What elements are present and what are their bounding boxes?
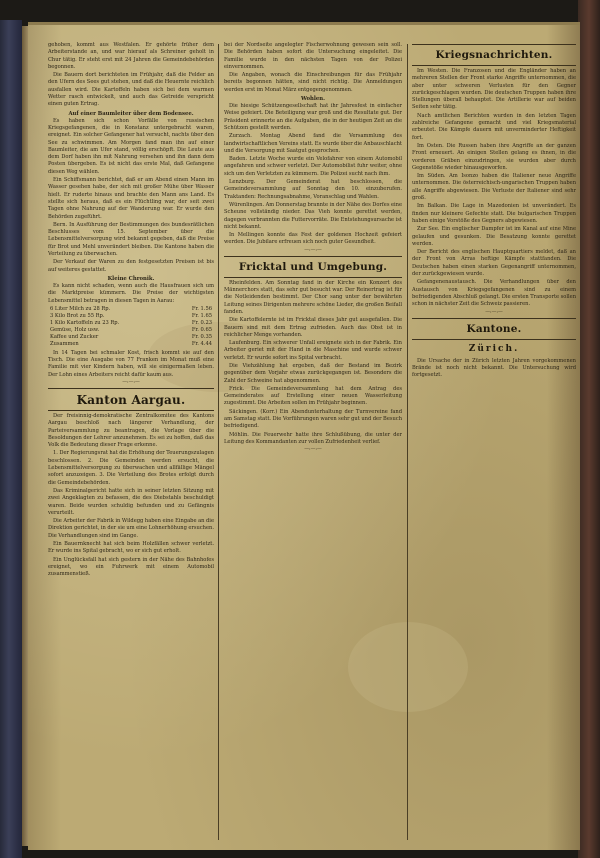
section-separator: —:—:— bbox=[304, 447, 322, 453]
book-binding bbox=[0, 20, 22, 858]
column-rule bbox=[218, 44, 219, 840]
article-paragraph: Gefangenenaustausch. Die Verhandlungen über den Austausch von Kriegsgefangenen sind zu einem befriedigenden Abschluß gelangt. Die ersten Transporte sollen schon in nächster Zeit die Schweiz passieren. bbox=[412, 279, 576, 308]
article-subheading: Auf einer Baumleiter über dem Bodensee. bbox=[68, 110, 194, 117]
article-paragraph: gehoben, kommt aus Westfalen. Er gehörte früher dem Arbeiterstande an, und war hierauf als Schreiner geholt in Chur tätig. Er steht erst mit 24 Jahren die Gemeindebehörden begonnen. bbox=[48, 42, 214, 70]
price-value: Fr. 1.56 bbox=[191, 305, 212, 312]
price-row bbox=[48, 334, 214, 341]
article-paragraph: Der Bericht des englischen Hauptquartiers meldet, daß an der Front von Arras heftige Kämpfe stattfanden. Die Deutschen haben einen starken Gegenangriff unternommen, der zurückgewiesen wurde. bbox=[412, 249, 576, 278]
column-left bbox=[48, 42, 214, 842]
article-subheading-zuerich: Zürich. bbox=[468, 343, 520, 354]
newspaper-page bbox=[28, 22, 580, 850]
article-paragraph: Der Verkauf der Waren zu den festgesetzten Preisen ist bis auf weiteres gestattet. bbox=[48, 259, 214, 273]
article-paragraph: Es haben sich schon Vorfälle von russischen Kriegsgefangenen, die in Konstanz untergebracht waren, ereignet. Ein solcher Gefangener hat versucht, nachts über den See zu schwimmen. Am Morgen fand man ihn auf einer Baumleiter, die am Ufer stand, völlig erschöpft. Die Leute aus dem Dorf haben ihn mit Nahrung versehen und ihn dann dem Posten übergeben. Es ist nicht das erste Mal, daß Gefangene diesen Weg wählen. bbox=[48, 117, 214, 175]
article-subheading: Wohlen. bbox=[301, 96, 325, 103]
price-table bbox=[48, 306, 214, 348]
article-paragraph: Frick. Die Gemeindeversammlung hat dem Antrag des Gemeinderates auf Erstellung einer neuen Wasserleitung zugestimmt. Die Arbeiten sollen im Frühjahr beginnen. bbox=[224, 385, 402, 407]
section-rule bbox=[412, 318, 576, 319]
article-paragraph: Die Angaben, wonach die Einschreibungen für das Frühjahr bereits begonnen hätten, sind nicht richtig. Die Anmeldungen werden erst im Monat März entgegengenommen. bbox=[224, 72, 402, 93]
page-top-edge bbox=[28, 22, 580, 25]
article-paragraph: Ein Schiffsmann berichtet, daß er am Abend einen Mann im Wasser gesehen habe, der sich mit großer Mühe über Wasser hielt. Er ruderte hinaus und brachte den Mann ans Land. Es stellte sich heraus, daß es ein Flüchtling war, der seit zwei Tagen ohne Nahrung auf der Wanderung war. Er wurde den Behörden zugeführt. bbox=[48, 177, 214, 220]
article-paragraph: Rheinfelden. Am Sonntag fand in der Kirche ein Konzert des Männerchors statt, das sehr gut besucht war. Der Reinertrag ist für die Notleidenden bestimmt. Der Chor sang unter der bewährten Leitung seines Dirigenten mehrere schöne Lieder, die großen Beifall fanden. bbox=[224, 279, 402, 315]
section-heading-kriegsnachrichten: Kriegsnachrichten. bbox=[435, 49, 553, 61]
section-rule bbox=[48, 388, 214, 389]
price-row bbox=[48, 306, 214, 313]
price-item: Gemüse, Holz usw. bbox=[50, 326, 100, 333]
article-paragraph: Laufenburg. Ein schwerer Unfall ereignete sich in der Fabrik. Ein Arbeiter geriet mit der Hand in die Maschine und wurde schwer verletzt. Er wurde sofort ins Spital verbracht. bbox=[224, 340, 402, 361]
article-paragraph: Nach amtlichen Berichten wurden in den letzten Tagen zahlreiche Gefangene gemacht und viel Kriegsmaterial erbeutet. Die Kämpfe dauern mit unverminderter Heftigkeit fort. bbox=[412, 112, 576, 141]
section-rule bbox=[412, 339, 576, 340]
article-paragraph: Die hiesige Schützengesellschaft hat ihr Jahresfest in einfacher Weise gefeiert. Die Beteiligung war groß und die Resultate gut. Der Präsident erinnerte an die Aufgaben, die in der heutigen Zeit an die Schützen gestellt werden. bbox=[224, 103, 402, 131]
article-paragraph: Im Süden. Am Isonzo haben die Italiener neue Angriffe unternommen. Die österreichisch-ungarischen Truppen haben alle Angriffe abgewiesen. Die Verluste der Italiener sind sehr groß. bbox=[412, 173, 576, 202]
section-rule bbox=[224, 277, 402, 278]
article-paragraph: Säckingen. (Korr.) Ein Abendunterhaltung der Turnvereine fand am Samstag statt. Die Vorführungen waren sehr gut und der Besuch befriedigend. bbox=[224, 408, 402, 430]
price-value: Fr. 1.65 bbox=[191, 312, 212, 319]
article-paragraph: Im Westen. Die Franzosen und die Engländer haben an mehreren Stellen der Front starke Angriffe unternommen, die aber unter schweren Verlusten für den Gegner zurückgeschlagen wurden. Die deutschen Truppen haben ihre Stellungen überall behauptet. Die Artillerie war auf beiden Seiten sehr tätig. bbox=[412, 68, 576, 111]
section-rule bbox=[412, 65, 576, 66]
section-rule bbox=[224, 256, 402, 257]
price-row bbox=[48, 327, 214, 334]
price-row bbox=[48, 341, 214, 348]
article-subheading: Kleine Chronik. bbox=[107, 275, 155, 282]
price-item: 3 Kilo Brot zu 55 Rp. bbox=[50, 312, 105, 319]
article-paragraph: Im Balkan. Die Lage in Mazedonien ist unverändert. Es finden nur kleinere Gefechte statt. Die bulgarischen Truppen haben einige Vorstöße des Gegners abgewiesen. bbox=[412, 203, 576, 224]
price-row bbox=[48, 320, 214, 327]
article-paragraph: 1. Der Regierungsrat hat die Erhöhung der Teuerungszulagen beschlossen. 2. Die Gemeinden werden ersucht, die Lebensmittelversorgung zu überwachen und allfällige Mängel sofort anzuzeigen. 3. Die Verteilung des Brotes erfolgt durch die Gemeindebehörden. bbox=[48, 450, 214, 486]
price-value: Fr. 0.65 bbox=[191, 326, 212, 333]
price-value: Fr. 0.35 bbox=[191, 333, 212, 340]
background-edge bbox=[578, 0, 600, 858]
price-item: Kaffee und Zucker bbox=[50, 333, 99, 340]
section-rule bbox=[412, 44, 576, 45]
price-item: 1 Kilo Kartoffeln zu 23 Rp. bbox=[50, 319, 120, 326]
column-rule bbox=[407, 44, 408, 840]
article-paragraph: Das Kriminalgericht hatte sich in seiner letzten Sitzung mit zwei Angeklagten zu befassen, die des Diebstahls beschuldigt waren. Beide wurden schuldig befunden und zu Gefängnis verurteilt. bbox=[48, 487, 214, 516]
article-paragraph: Die Arbeiter der Fabrik in Wildegg haben eine Eingabe an die Direktion gerichtet, in der sie um eine Lohnerhöhung ersuchen. Die Verhandlungen sind im Gange. bbox=[48, 518, 214, 539]
article-paragraph: Möhlin. Die Feuerwehr hatte ihre Schlußübung, die unter der Leitung des Kommandanten zur vollen Zufriedenheit verlief. bbox=[224, 431, 402, 445]
article-paragraph: Die Bauern dort berichteten im Frühjahr, daß die Felder an den Ufern des Sees gut stehen, und daß die Heuernte reichlich ausfallen wird. Die Kartoffeln haben sich bei dem warmen Wetter rasch entwickelt, und auch das Getreide verspricht einen guten Ertrag. bbox=[48, 72, 214, 108]
article-paragraph: In 14 Tagen bei schmaler Kost, frisch kommt sie auf den Tisch. Die eine Ausgabe von 77 Franken im Monat muß eine Familie mit vier Kindern haben, will sie einigermaßen leben. Der Lohn eines Arbeiters reicht dafür kaum aus. bbox=[48, 349, 214, 378]
article-paragraph: Baden. Letzte Woche wurde ein Velofahrer von einem Automobil angefahren und schwer verletzt. Der Automobilist fuhr weiter, ohne sich um den Verletzten zu kümmern. Die Polizei sucht nach ihm. bbox=[224, 156, 402, 177]
article-paragraph: Würenlingen. Am Donnerstag brannte in der Nähe des Dorfes eine Scheune vollständig nieder. Das Vieh konnte gerettet werden, dagegen verbrannten die Futtervorräte. Die Entstehungsursache ist nicht bekannt. bbox=[224, 201, 402, 230]
section-heading-kantone: Kantone. bbox=[466, 322, 522, 335]
section-separator: —:—:— bbox=[485, 309, 503, 315]
article-paragraph: Es kann nicht schaden, wenn auch die Hausfrauen sich um die Marktpreise kümmern. Die Preise der wichtigsten Lebensmittel betragen in diesen Tagen in Aarau: bbox=[48, 282, 214, 304]
article-paragraph: In Mellingen konnte das Fest der goldenen Hochzeit gefeiert werden. Die Jubilare erfreuen sich noch guter Gesundheit. bbox=[224, 232, 402, 246]
article-paragraph: Die Viehzählung hat ergeben, daß der Bestand im Bezirk gegenüber dem Vorjahr etwas zurückgegangen ist. Besonders die Zahl der Schweine hat abgenommen. bbox=[224, 362, 402, 384]
article-paragraph: Bern. In Ausführung der Bestimmungen des bundesrätlichen Beschlusses vom 15. September über die Lebensmittelversorgung wird bekannt gegeben, daß die Preise für Brot und Mehl unverändert bleiben. Die Kantone haben die Verteilung zu überwachen. bbox=[48, 221, 214, 258]
article-paragraph: Ein Unglücksfall hat sich gestern in der Nähe des Bahnhofes ereignet, wo ein Fuhrwerk mit einem Automobil zusammenstieß. bbox=[48, 556, 214, 578]
article-paragraph: Ein Bauernknecht hat sich beim Holzfällen schwer verletzt. Er wurde ins Spital gebracht, wo er sich gut erholt. bbox=[48, 541, 214, 555]
section-separator: —:—:— bbox=[304, 247, 322, 253]
article-paragraph: Im Osten. Die Russen haben ihre Angriffe an der ganzen Front erneuert. An einigen Stellen gelang es ihnen, in die vorderen Gräben einzudringen, sie wurden aber durch Gegenstöße wieder hinausgeworfen. bbox=[412, 142, 576, 171]
section-heading-kanton-aargau: Kanton Aargau. bbox=[76, 392, 186, 407]
column-middle bbox=[224, 42, 402, 842]
article-paragraph: Zurzach. Montag Abend fand die Versammlung des landwirtschaftlichen Vereins statt. Es wurde über die Anbauschlacht und die Versorgung mit Saatgut gesprochen. bbox=[224, 133, 402, 154]
section-separator: —:—:— bbox=[122, 379, 140, 385]
article-paragraph: Die Ursache der in Zürich letzten Jahren vorgekommenen Brände ist noch nicht bekannt. Die Untersuchung wird fortgesetzt. bbox=[412, 357, 576, 379]
price-value: Fr. 0.23 bbox=[191, 319, 212, 326]
price-value: Fr. 4.44 bbox=[191, 340, 212, 347]
article-paragraph: Der freisinnig-demokratische Zentralkomitee des Kantons Aargau beschloß nach längerer Verhandlung, der Parteiversammlung zu beantragen, die Vorlage über die Besoldungen der Lehrer anzunehmen. Es sei zu hoffen, daß das Volk die Bedeutung dieser Frage erkenne. bbox=[48, 412, 214, 449]
section-heading-fricktal: Fricktal und Umgebung. bbox=[238, 260, 388, 273]
article-paragraph: bei der Nordseite angelegter Fischerwohnung gewesen sein soll. Die Behörden haben sofort die Untersuchung eingeleitet. Die Familie wurde in den nächsten Tagen von der Polizei einvernommen. bbox=[224, 42, 402, 70]
article-paragraph: Lenzburg. Der Gemeinderat hat beschlossen, die Gemeindeversammlung auf Sonntag den 10. einzuberufen. Traktanden: Rechnungsabnahme, Voranschlag und Wahlen. bbox=[224, 179, 402, 200]
price-item: Zusammen bbox=[50, 340, 79, 347]
section-rule bbox=[48, 410, 214, 411]
price-row bbox=[48, 313, 214, 320]
article-paragraph: Die Kartoffelernte ist im Fricktal dieses Jahr gut ausgefallen. Die Bauern sind mit dem Ertrag zufrieden. Auch das Obst ist in reichlicher Menge vorhanden. bbox=[224, 317, 402, 338]
article-paragraph: Zur See. Ein englischer Dampfer ist im Kanal auf eine Mine gelaufen und gesunken. Die Besatzung konnte gerettet werden. bbox=[412, 226, 576, 247]
price-item: 6 Liter Milch zu 28 Rp. bbox=[50, 305, 111, 312]
column-right bbox=[412, 42, 576, 842]
